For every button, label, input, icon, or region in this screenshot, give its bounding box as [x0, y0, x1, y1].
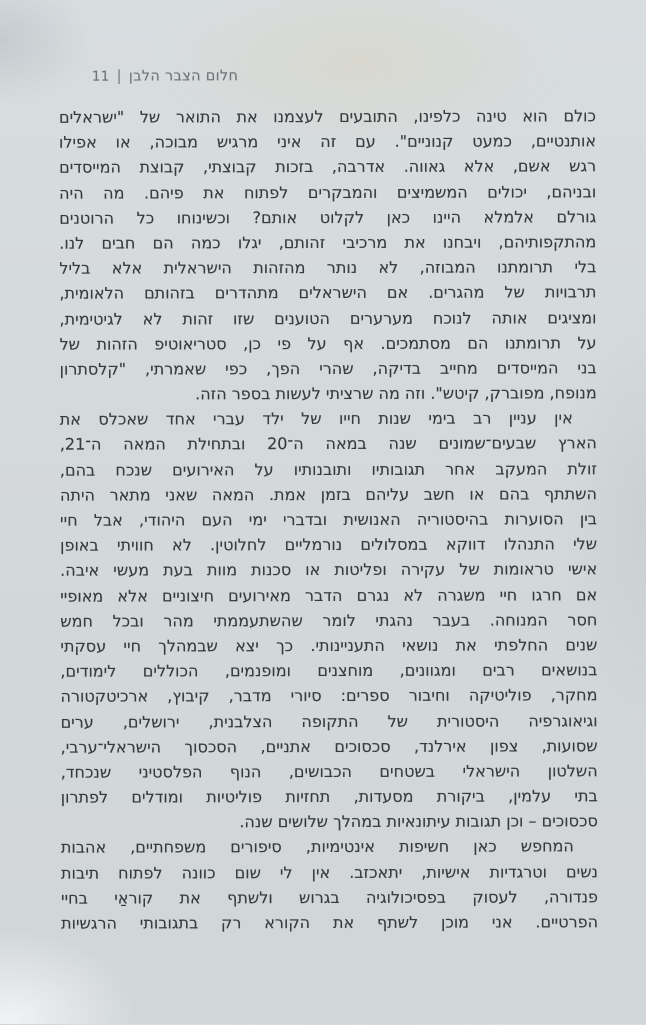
text-line: אישי טראומות של עקירה ופליטות או סכנות מוות בעת מעשי איבה.: [60, 559, 598, 581]
text-line: רגש אשם, אלא גאווה. אדרבה, בזכות קבוצתי, קבוצת המייסדים: [59, 156, 597, 178]
text-line: על תרומתנו הם מסתמכים. אף על פי כן, סטריאוטיפ הזהות של: [59, 332, 597, 354]
text-line: תרבויות של מהגרים. אם הישראלים מתהדרים בזהותם הלאומית,: [59, 282, 597, 304]
text-line: בלי תרומתנו המבוזה, לא נותר מהזהות הישראלית אלא בליל: [59, 257, 597, 278]
paragraph: [60, 406, 598, 836]
text-line: שלי התנהלו דווקא במסלולים נורמליים לחלוטין. לא חוויתי באופן: [60, 534, 598, 555]
text-line: שנים החלפתי את נושאי התעניינותי. כך יצא שבמהלך חיי עסקתי: [60, 635, 598, 656]
text-line: אין עניין רב בימי שנות חייו של ילד עברי אחד שאכלס את: [59, 408, 573, 429]
text-line: השתתף בהם או חשב עליהם בזמן אמת. המאה שאני מתאר היתה: [59, 484, 597, 505]
text-line: אותנטיים, כמעט קנוניים". עם זה איני מרגיש מבוכה, או אפילו: [59, 131, 597, 152]
text-line: המחפש כאן חשיפות אינטימיות, סיפורים משפחתיים, אהבות: [60, 836, 574, 858]
page-header: [92, 68, 238, 84]
text-line: מהתקפותיהם, ויבחנו את מרכיבי זהותם, יגלו כמה הם חבים לנו.: [59, 232, 597, 253]
paragraph: [59, 103, 597, 407]
text-line: הפרטיים. אני מוכן לשתף את הקורא רק בתגובותי הרגשיות: [61, 912, 599, 933]
text-line: וגיאוגרפיה היסטורית של התקופה הצלבנית, ירושלים, ערים: [60, 710, 598, 732]
text-line: אם חרגו חיי משגרה לא נגרם הדבר מאירועים חיצוניים אלא מאופיי: [60, 584, 598, 606]
text-line: ובניהם, יכולים המשמיצים והמבקרים לפתוח את פיהם. מה היה: [59, 181, 597, 203]
text-line: גורלם אלמלא היינו כאן לקלוט אותם? וכשינוחו כל הרוטנים: [59, 207, 597, 228]
text-line: הארץ שבעים־שמונים שנה במאה ה־20 ובתחילת המאה ה־21,: [59, 433, 597, 455]
running-title: חלום הצבר הלבן: [128, 68, 239, 85]
text-line: בנושאים רבים ומגוונים, מוחצנים ומופנמים, הכוללים לימודים,: [60, 660, 598, 681]
text-line: כולם הוא טינה כלפינו, התובעים לעצמנו את התואר של "ישראלים: [58, 106, 596, 127]
page-body: [59, 103, 598, 936]
text-line: נשים וטרגדיות אישיות, יתאכזב. אין לי שום כוונה לפתוח תיבות: [60, 861, 598, 883]
paragraph: [61, 834, 598, 936]
text-line: חסר המנוחה. בעבר נהגתי לומר שהשתעממתי מהר ובכל חמש: [60, 610, 598, 631]
text-line: השלטון הישראלי בשטחים הכבושים, הנוף הפלסטיני שנכחד,: [60, 761, 598, 782]
page-number: 11: [91, 68, 110, 85]
text-line: בין הסוערות בהיסטוריה האנושית ובדברי ימי העם היהודי, אבל חיי: [59, 509, 598, 530]
text-line: שסועות, צפון אירלנד, סכסוכים אתניים, הסכסוך הישראלי־ערבי,: [60, 735, 598, 757]
header-separator: |: [116, 68, 122, 85]
text-line: ומציגים אותה לנוכח מערערים הטוענים שזו זהות לא לגיטימית,: [59, 307, 597, 329]
text-line: זולת המעקב אחר תגובותיו ותובנותיו על האירועים שנכח בהם,: [59, 458, 597, 480]
text-line: מחקר, פוליטיקה וחיבור ספרים: סיורי מדבר, קיבוץ, ארכיטקטורה: [60, 685, 598, 707]
text-line: פנדורה, לעסוק בפסיכולוגיה בגרוש ולשתף את קוראַי בחיי: [60, 887, 599, 908]
text-line: בני המייסדים מחייב בדיקה, שהרי הפך, כפי שאמרתי, "קלסתרון: [59, 358, 597, 379]
text-line: מנופח, מפוברק, קיטש". וזה מה שרציתי לעשות בספר הזה.: [195, 383, 597, 404]
text-line: בתי עלמין, ביקורת מסעדות, תחזיות פוליטיות ומודלים לפתרון: [60, 786, 598, 807]
text-line: סכסוכים – וכן תגובות עיתונאיות במהלך שלושים שנה.: [239, 811, 598, 832]
